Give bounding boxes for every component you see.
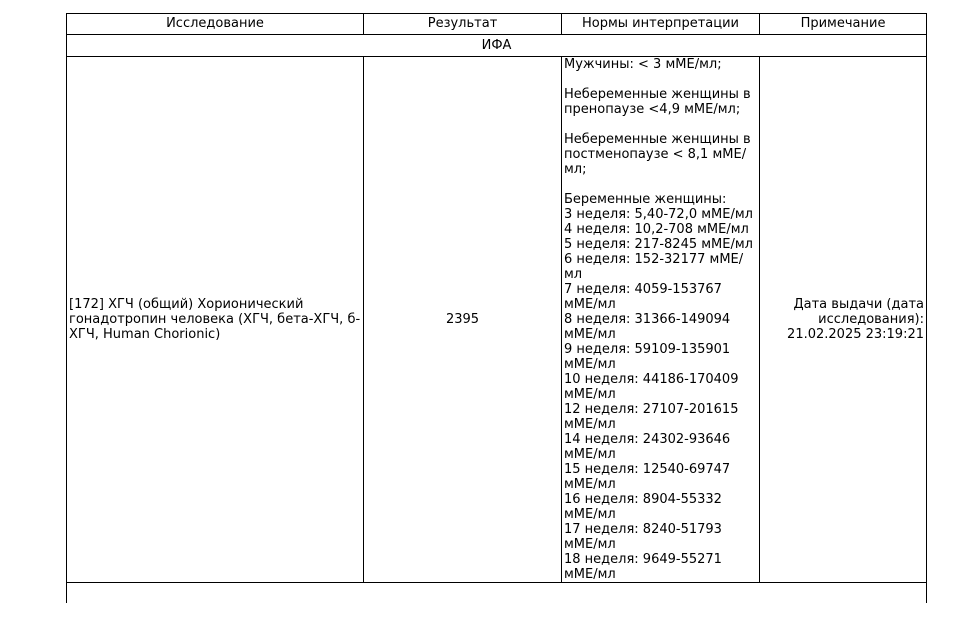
norm-week: 5 неделя: 217-8245 мМЕ/мл [564, 237, 753, 252]
test-name: [172] ХГЧ (общий) Хорионический гонадотропин человека (ХГЧ, бета-ХГЧ, б-ХГЧ, Human Chorionic) [67, 57, 364, 583]
header-note: Примечание [760, 14, 927, 35]
test-result: 2395 [364, 57, 562, 583]
table-row [67, 57, 927, 583]
norm-week: 9 неделя: 59109-135901 мМЕ/мл [564, 342, 731, 372]
norm-premenopause: Небеременные женщины в пренопаузе <4,9 мМЕ/мл; [564, 87, 751, 117]
next-row-partial [67, 583, 927, 604]
norm-week: 14 неделя: 24302-93646 мМЕ/мл [564, 432, 731, 462]
header-norms: Нормы интерпретации [562, 14, 760, 35]
norm-men: Мужчины: < 3 мМЕ/мл; [564, 57, 722, 72]
norm-week: 7 неделя: 4059-153767 мМЕ/мл [564, 282, 722, 312]
issue-date-note: Дата выдачи (дата исследования): 21.02.2025 23:19:21 [760, 57, 927, 583]
norm-pregnant-title: Беременные женщины: [564, 192, 727, 207]
norm-week: 17 неделя: 8240-51793 мМЕ/мл [564, 522, 722, 552]
norm-week: 10 неделя: 44186-170409 мМЕ/мл [564, 372, 739, 402]
header-test: Исследование [67, 14, 364, 35]
norm-pregnant [564, 192, 757, 582]
norm-week: 4 неделя: 10,2-708 мМЕ/мл [564, 222, 749, 237]
norm-week: 3 неделя: 5,40-72,0 мМЕ/мл [564, 207, 753, 222]
reference-norms [562, 57, 760, 583]
norm-week: 8 неделя: 31366-149094 мМЕ/мл [564, 312, 731, 342]
next-row-cell [67, 583, 927, 604]
norm-postmenopause: Небеременные женщины в постменопаузе < 8,1 мМЕ/мл; [564, 132, 751, 177]
norm-week: 18 неделя: 9649-55271 мМЕ/мл [564, 552, 722, 582]
results-table [66, 13, 927, 603]
norm-week: 15 неделя: 12540-69747 мМЕ/мл [564, 462, 731, 492]
norm-week: 12 неделя: 27107-201615 мМЕ/мл [564, 402, 739, 432]
header-result: Результат [364, 14, 562, 35]
section-row [67, 35, 927, 57]
header-row [67, 14, 927, 35]
norm-week: 6 неделя: 152-32177 мМЕ/мл [564, 252, 744, 282]
norm-week: 16 неделя: 8904-55332 мМЕ/мл [564, 492, 722, 522]
section-title: ИФА [67, 35, 927, 57]
